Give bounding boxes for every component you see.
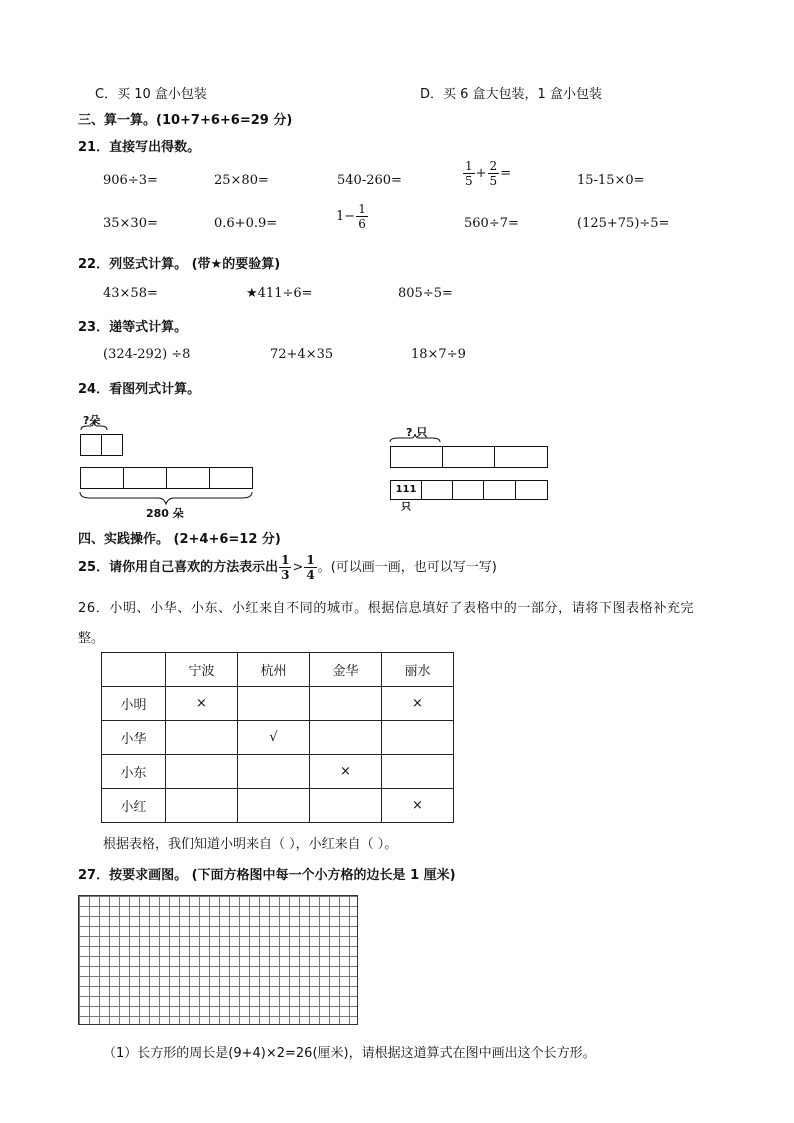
table-cell: [310, 789, 382, 823]
diagram-left-top-label: ?朵: [83, 414, 101, 427]
q22-item: ★411÷6=: [246, 286, 313, 301]
diagram-right-top-label: ? 只: [406, 426, 428, 439]
q21-fraction-diff: 1− $\frac{1}{6}$: [336, 202, 366, 231]
fraction: $\frac{1}{4}$: [306, 553, 315, 582]
q23-item: 18×7÷9: [411, 347, 466, 362]
table-row: [102, 755, 454, 789]
diagram-left-large-box: [209, 467, 253, 489]
q23-title: 23．递等式计算。: [78, 320, 188, 335]
table-cell: [166, 755, 238, 789]
section-3-title: 三、算一算。(10+7+6+6=29 分): [78, 113, 293, 128]
fraction: $\frac{1}{6}$: [358, 202, 366, 231]
diagram-right-bottom-label: 111 只: [390, 480, 422, 500]
q23-item: 72+4×35: [270, 347, 334, 362]
fraction: $\frac{1}{3}$: [281, 553, 290, 582]
q26-answer: 根据表格，我们知道小明来自（ ），小红来自（ ）。: [103, 837, 398, 852]
q21-item: 35×30=: [103, 216, 158, 231]
q21-fraction-sum: $\frac{1}{5}$ + $\frac{2}{5}$ =: [465, 159, 512, 188]
diagram-left-small-box: [80, 434, 102, 456]
diagram-right-bottom-box: [483, 480, 516, 500]
fraction: $\frac{1}{5}$: [465, 159, 473, 188]
q24-title: 24．看图列式计算。: [78, 382, 201, 397]
diagram-left-large-box: [166, 467, 210, 489]
q25-text: 25．请你用自己喜欢的方法表示出 $\frac{1}{3}$ > $\frac{1}{4}$ 。(可以画一画，也可以写一写): [78, 553, 497, 582]
city-table: [101, 652, 454, 823]
table-header: 丽水: [382, 653, 454, 687]
q27-title: 27．按要求画图。 (下面方格图中每一个小方格的边长是 1 厘米): [78, 868, 456, 883]
diagram-right-top-box: [442, 446, 495, 468]
q27-sub1: （1）长方形的周长是(9+4)×2=26(厘米)，请根据这道算式在图中画出这个长方形。: [103, 1046, 596, 1061]
q26-text-line1: 26．小明、小华、小东、小红来自不同的城市。根据信息填好了表格中的一部分，请将下图表格补充完: [78, 601, 695, 616]
table-cell: [238, 687, 310, 721]
diagram-left-bottom-label: 280 朵: [146, 507, 184, 520]
q21-item: 0.6+0.9=: [214, 216, 278, 231]
table-cell: [310, 687, 382, 721]
q21-item: 15-15×0=: [577, 173, 645, 188]
row-label: 小东: [102, 755, 166, 789]
section-4-title: 四、实践操作。 (2+4+6=12 分): [78, 532, 281, 547]
table-cell: ×: [166, 687, 238, 721]
table-row: [102, 721, 454, 755]
option-d: D．买 6 盒大包装，1 盒小包装: [420, 87, 602, 102]
table-cell: [310, 721, 382, 755]
table-row: [102, 789, 454, 823]
q21-item: (125+75)÷5=: [577, 216, 670, 231]
row-label: 小明: [102, 687, 166, 721]
diagram-left-top-brace: [79, 420, 109, 432]
table-cell: √: [238, 721, 310, 755]
q22-item: 43×58=: [103, 286, 158, 301]
table-cell: [102, 653, 166, 687]
diagram-right-bottom-box: [452, 480, 484, 500]
q21-item: 560÷7=: [464, 216, 519, 231]
option-c: C．买 10 盒小包装: [95, 87, 207, 102]
table-cell: ×: [382, 687, 454, 721]
table-row: [102, 687, 454, 721]
table-cell: [238, 755, 310, 789]
q26-text-line2: 整。: [78, 631, 105, 646]
table-header: 杭州: [238, 653, 310, 687]
q22-item: 805÷5=: [398, 286, 453, 301]
diagram-left-bottom-brace: [78, 490, 256, 506]
table-cell: [382, 721, 454, 755]
table-cell: [238, 789, 310, 823]
fraction: $\frac{2}{5}$: [489, 159, 498, 188]
table-header: 宁波: [166, 653, 238, 687]
row-label: 小红: [102, 789, 166, 823]
q21-title: 21．直接写出得数。: [78, 140, 201, 155]
square-grid[interactable]: [78, 895, 358, 1025]
table-cell: [382, 755, 454, 789]
q21-item: 540-260=: [337, 173, 402, 188]
table-cell: [166, 721, 238, 755]
diagram-right-top-brace: [388, 432, 444, 444]
row-label: 小华: [102, 721, 166, 755]
q23-item: (324-292) ÷8: [103, 347, 191, 362]
diagram-right-top-box: [390, 446, 443, 468]
diagram-right-bottom-box: [421, 480, 453, 500]
table-cell: [166, 789, 238, 823]
diagram-right-bottom-box: [515, 480, 548, 500]
q21-item: 906÷3=: [103, 173, 158, 188]
table-cell: ×: [310, 755, 382, 789]
q22-title: 22．列竖式计算。 (带★的要验算): [78, 257, 281, 272]
diagram-left-small-box: [101, 434, 123, 456]
table-header-row: [102, 653, 454, 687]
diagram-left-large-box: [123, 467, 167, 489]
q21-item: 25×80=: [214, 173, 269, 188]
table-cell: ×: [382, 789, 454, 823]
diagram-right-top-box: [494, 446, 548, 468]
table-header: 金华: [310, 653, 382, 687]
diagram-left-large-box: [80, 467, 124, 489]
